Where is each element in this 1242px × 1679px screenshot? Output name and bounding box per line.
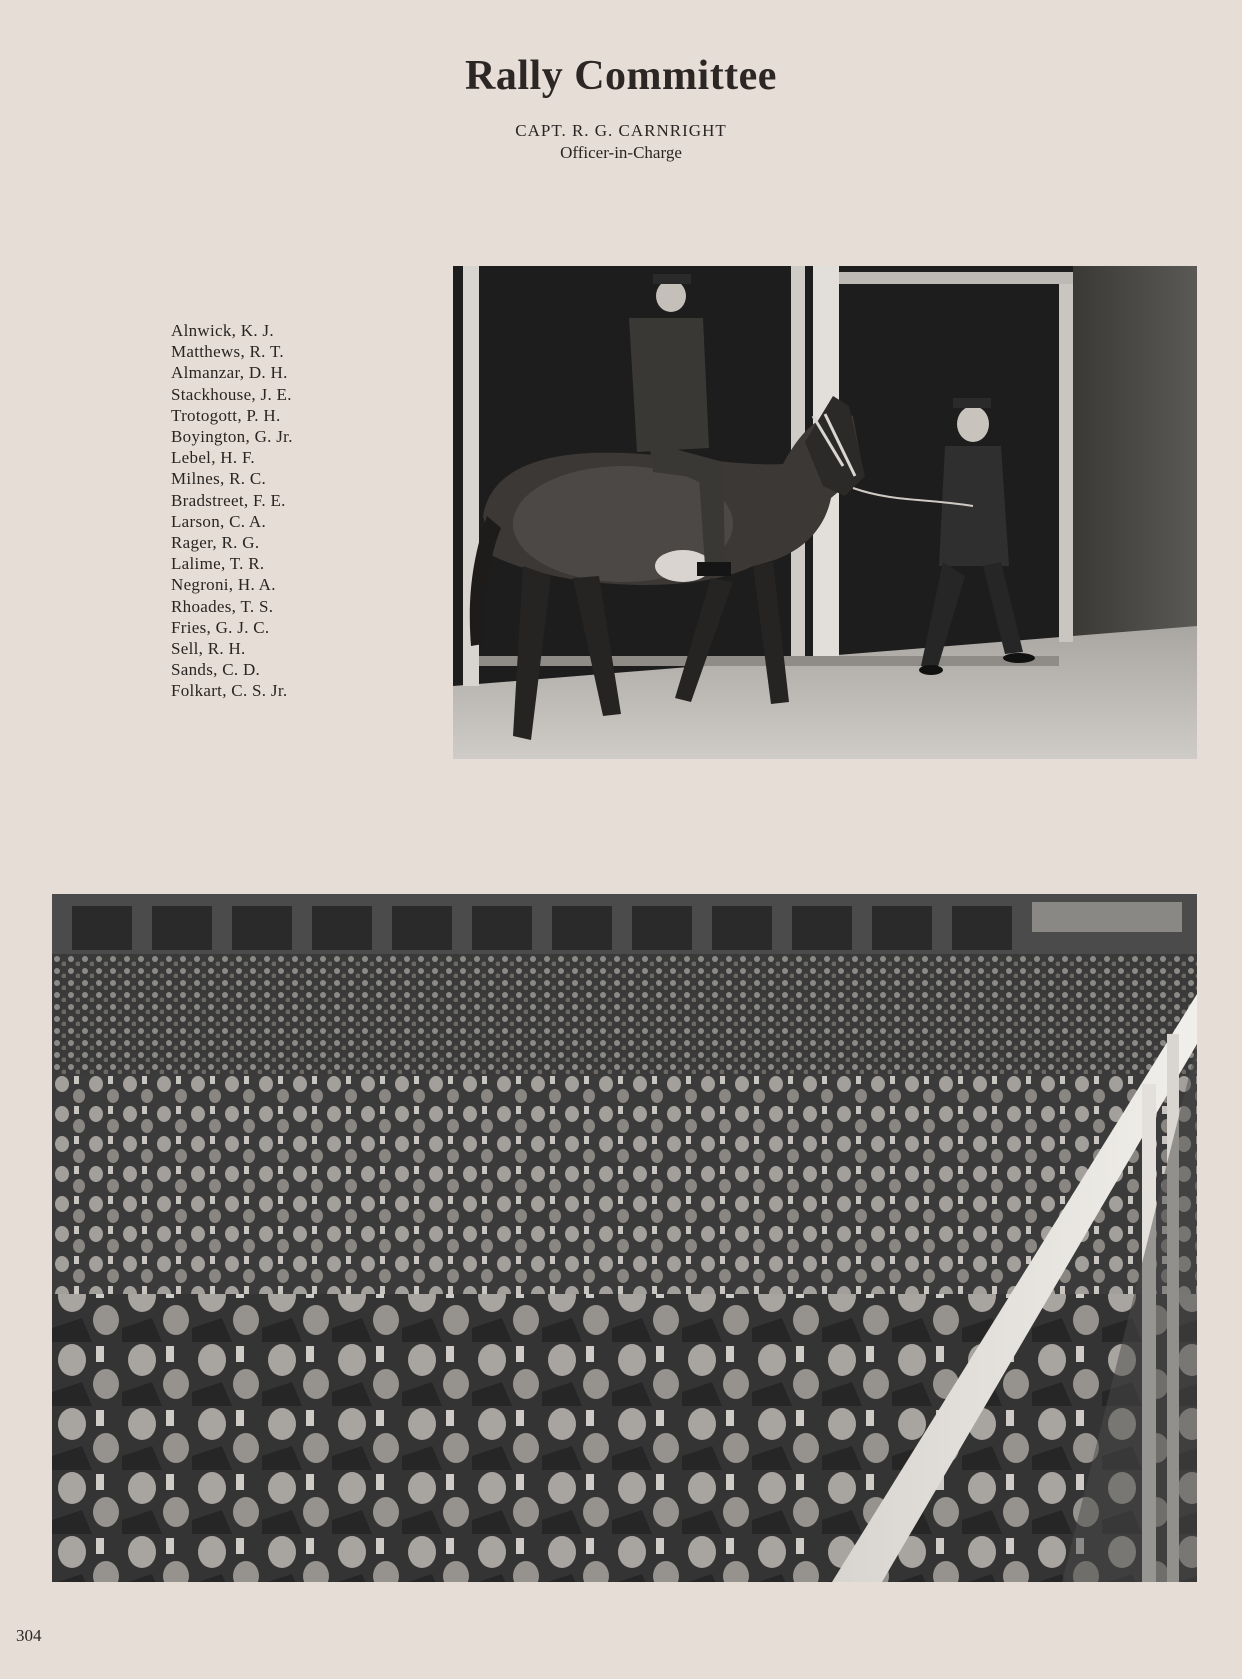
roster-item: Negroni, H. A.	[171, 575, 276, 595]
roster-item: Fries, G. J. C.	[171, 617, 270, 637]
roster-item: Lebel, H. F.	[171, 448, 255, 468]
roster-item: Folkart, C. S. Jr.	[171, 681, 288, 701]
roster-item: Almanzar, D. H.	[171, 363, 288, 383]
roster-item: Lalime, T. R.	[171, 554, 265, 574]
roster-item: Matthews, R. T.	[171, 342, 284, 362]
page-number: 304	[16, 1626, 42, 1645]
roster-item: Boyington, G. Jr.	[171, 427, 293, 447]
roster-item: Rhoades, T. S.	[171, 596, 274, 616]
roster-list	[171, 320, 293, 702]
roster-item: Larson, C. A.	[171, 511, 267, 531]
roster-item: Stackhouse, J. E.	[171, 384, 292, 404]
roster-item: Sell, R. H.	[171, 639, 246, 659]
roster-item: Bradstreet, F. E.	[171, 490, 286, 510]
officer-role: Officer-in-Charge	[560, 143, 682, 162]
roster-item: Sands, C. D.	[171, 660, 261, 680]
officer-name: CAPT. R. G. CARNRIGHT	[515, 121, 727, 140]
roster-item: Alnwick, K. J.	[171, 321, 274, 340]
cheering-crowd-photo	[52, 894, 1197, 1582]
roster-item: Trotogott, P. H.	[171, 405, 281, 425]
mule-rider-photo-icon	[453, 266, 1197, 759]
cheering-crowd-photo-icon	[52, 894, 1197, 1582]
roster-item: Rager, R. G.	[171, 533, 260, 553]
roster-item: Milnes, R. C.	[171, 469, 267, 489]
page-title: Rally Committee	[465, 53, 777, 99]
mule-rider-photo	[453, 266, 1197, 759]
